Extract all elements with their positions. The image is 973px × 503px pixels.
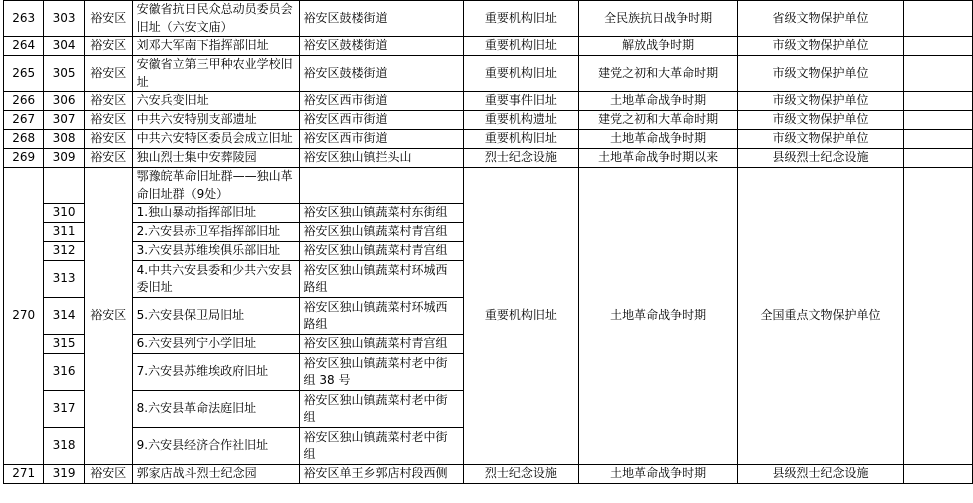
cell-category: 重要机构旧址	[463, 1, 578, 37]
cell-name: 4.中共六安县委和少共六安县委旧址	[132, 261, 299, 298]
cell-no: 271	[4, 465, 44, 484]
cell-code: 311	[44, 223, 84, 242]
cell-address-empty	[299, 168, 463, 204]
cell-code: 314	[44, 298, 84, 335]
cell-address: 裕安区鼓楼街道	[299, 56, 463, 92]
cell-code: 310	[44, 204, 84, 223]
cell-code: 303	[44, 1, 84, 37]
cell-code: 319	[44, 465, 84, 484]
cell-address: 裕安区独山镇蔬菜村环城西路组	[299, 261, 463, 298]
cell-address: 裕安区独山镇蔬菜村老中街组	[299, 391, 463, 428]
cell-code: 306	[44, 92, 84, 111]
cell-name: 2.六安县赤卫军指挥部旧址	[132, 223, 299, 242]
cell-level: 市级文物保护单位	[738, 56, 903, 92]
cell-district: 裕安区	[84, 56, 132, 92]
cell-category: 重要机构遗址	[463, 111, 578, 130]
cell-name: 刘邓大军南下指挥部旧址	[132, 37, 299, 56]
cell-blank	[903, 92, 973, 111]
table-row	[4, 111, 973, 130]
cell-name: 3.六安县苏维埃俱乐部旧址	[132, 242, 299, 261]
cell-level: 市级文物保护单位	[738, 111, 903, 130]
cell-district: 裕安区	[84, 149, 132, 168]
cell-district: 裕安区	[84, 111, 132, 130]
cell-period: 建党之初和大革命时期	[578, 111, 738, 130]
table-row	[4, 92, 973, 111]
cell-category: 重要机构旧址	[463, 56, 578, 92]
cell-period: 土地革命战争时期	[578, 465, 738, 484]
cell-name: 中共六安特区委员会成立旧址	[132, 130, 299, 149]
heritage-table	[3, 0, 973, 484]
cell-name: 5.六安县保卫局旧址	[132, 298, 299, 335]
cell-blank	[903, 465, 973, 484]
cell-blank	[903, 37, 973, 56]
cell-code: 317	[44, 391, 84, 428]
cell-address: 裕安区独山镇蔬菜村青宫组	[299, 242, 463, 261]
cell-blank	[903, 56, 973, 92]
cell-district: 裕安区	[84, 92, 132, 111]
cell-address: 裕安区独山镇蔬菜村青宫组	[299, 335, 463, 354]
cell-code: 308	[44, 130, 84, 149]
cell-address: 裕安区西市街道	[299, 111, 463, 130]
cell-code: 315	[44, 335, 84, 354]
cell-period: 土地革命战争时期以来	[578, 149, 738, 168]
cell-period: 土地革命战争时期	[578, 92, 738, 111]
cell-no: 266	[4, 92, 44, 111]
cell-code: 305	[44, 56, 84, 92]
cell-name: 六安兵变旧址	[132, 92, 299, 111]
cell-address: 裕安区单王乡郭店村段西侧	[299, 465, 463, 484]
table-body	[4, 1, 973, 484]
cell-blank	[903, 111, 973, 130]
cell-address: 裕安区西市街道	[299, 130, 463, 149]
cell-no: 267	[4, 111, 44, 130]
cell-no: 265	[4, 56, 44, 92]
cell-name: 中共六安特别支部遗址	[132, 111, 299, 130]
cell-category: 烈士纪念设施	[463, 465, 578, 484]
cell-name: 9.六安县经济合作社旧址	[132, 428, 299, 465]
cell-category: 重要机构旧址	[463, 168, 578, 465]
cell-period: 建党之初和大革命时期	[578, 56, 738, 92]
cell-no: 268	[4, 130, 44, 149]
cell-address: 裕安区独山镇蔬菜村青宫组	[299, 223, 463, 242]
cell-period: 解放战争时期	[578, 37, 738, 56]
cell-period: 全民族抗日战争时期	[578, 1, 738, 37]
table-row	[4, 130, 973, 149]
cell-address: 裕安区鼓楼街道	[299, 1, 463, 37]
cell-name: 郭家店战斗烈士纪念园	[132, 465, 299, 484]
cell-name: 6.六安县列宁小学旧址	[132, 335, 299, 354]
table-row	[4, 56, 973, 92]
cell-blank	[903, 130, 973, 149]
cell-no: 270	[4, 168, 44, 465]
cell-category: 烈士纪念设施	[463, 149, 578, 168]
cell-address: 裕安区独山镇蔬菜村老中街组 38 号	[299, 354, 463, 391]
table-row	[4, 37, 973, 56]
cell-period: 土地革命战争时期	[578, 130, 738, 149]
cell-name: 安徽省抗日民众总动员委员会旧址（六安文庙）	[132, 1, 299, 37]
cell-name: 1.独山暴动指挥部旧址	[132, 204, 299, 223]
cell-district: 裕安区	[84, 37, 132, 56]
cell-address: 裕安区独山镇蔬菜村东街组	[299, 204, 463, 223]
cell-address: 裕安区西市街道	[299, 92, 463, 111]
cell-no: 269	[4, 149, 44, 168]
cell-name: 7.六安县苏维埃政府旧址	[132, 354, 299, 391]
cell-address: 裕安区独山镇蔬菜村老中街组	[299, 428, 463, 465]
cell-no: 263	[4, 1, 44, 37]
table-row	[4, 1, 973, 37]
cell-no: 264	[4, 37, 44, 56]
cell-district: 裕安区	[84, 1, 132, 37]
cell-code: 316	[44, 354, 84, 391]
cell-period: 土地革命战争时期	[578, 168, 738, 465]
cell-level: 县级烈士纪念设施	[738, 149, 903, 168]
cell-district: 裕安区	[84, 465, 132, 484]
cell-level: 市级文物保护单位	[738, 130, 903, 149]
cell-district: 裕安区	[84, 130, 132, 149]
cell-level: 市级文物保护单位	[738, 37, 903, 56]
cell-code: 313	[44, 261, 84, 298]
cell-code: 318	[44, 428, 84, 465]
cell-code: 312	[44, 242, 84, 261]
table-row	[4, 149, 973, 168]
cell-code-empty	[44, 168, 84, 204]
cell-blank	[903, 168, 973, 465]
cell-category: 重要机构旧址	[463, 130, 578, 149]
cell-code: 304	[44, 37, 84, 56]
cell-name: 安徽省立第三甲种农业学校旧址	[132, 56, 299, 92]
cell-code: 307	[44, 111, 84, 130]
cell-category: 重要机构旧址	[463, 37, 578, 56]
group-header-row	[4, 168, 973, 204]
cell-blank	[903, 149, 973, 168]
cell-level: 县级烈士纪念设施	[738, 465, 903, 484]
cell-category: 重要事件旧址	[463, 92, 578, 111]
cell-code: 309	[44, 149, 84, 168]
cell-address: 裕安区独山镇蔬菜村环城西路组	[299, 298, 463, 335]
cell-address: 裕安区独山镇拦头山	[299, 149, 463, 168]
cell-level: 省级文物保护单位	[738, 1, 903, 37]
cell-level: 市级文物保护单位	[738, 92, 903, 111]
cell-name: 独山烈士集中安葬陵园	[132, 149, 299, 168]
cell-blank	[903, 1, 973, 37]
cell-district: 裕安区	[84, 168, 132, 465]
cell-name: 8.六安县革命法庭旧址	[132, 391, 299, 428]
table-row	[4, 465, 973, 484]
cell-address: 裕安区鼓楼街道	[299, 37, 463, 56]
cell-level: 全国重点文物保护单位	[738, 168, 903, 465]
group-title: 鄂豫皖革命旧址群——独山革命旧址群（9处）	[132, 168, 299, 204]
